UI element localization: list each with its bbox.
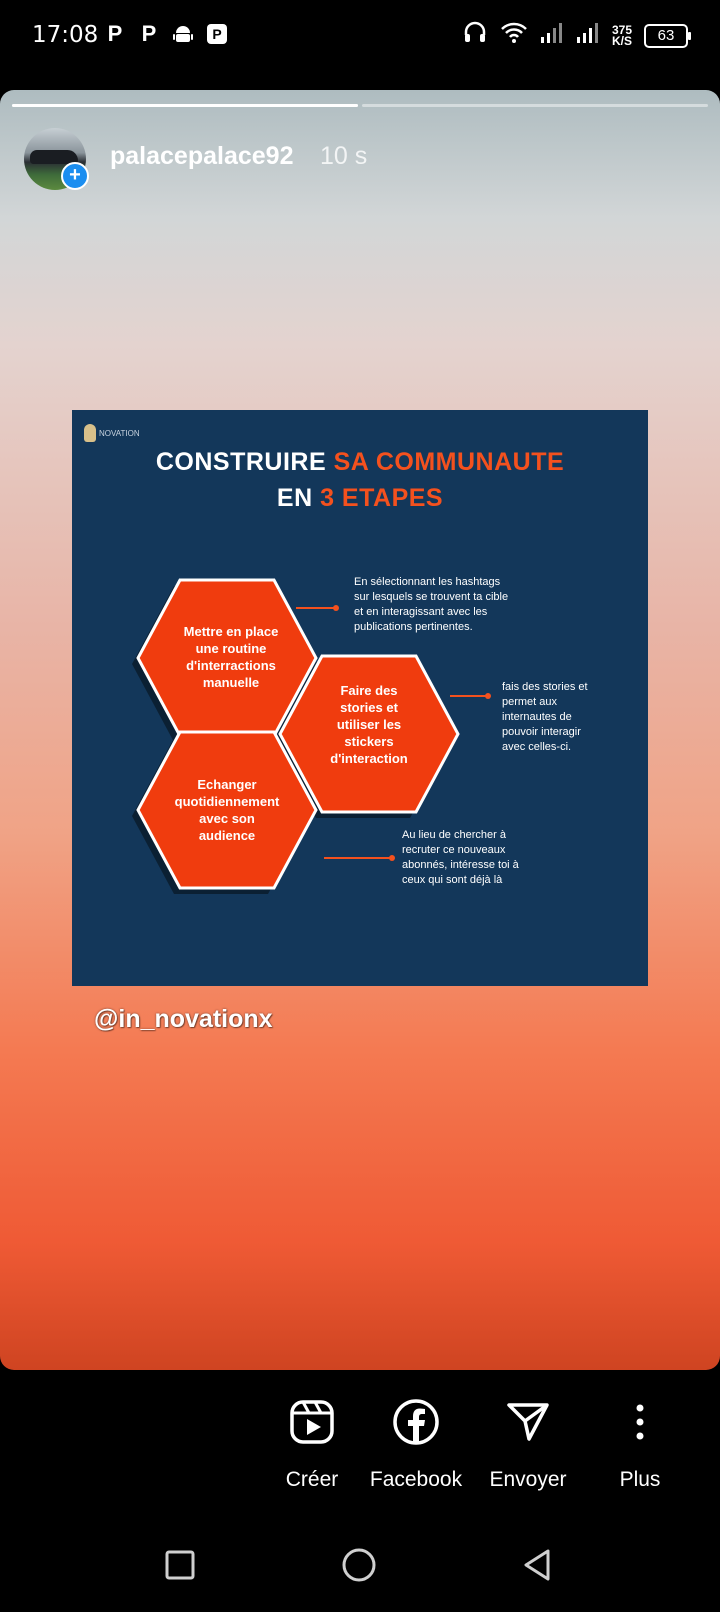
story-progress [12, 104, 708, 107]
battery-icon: 63 [644, 24, 688, 48]
step-1-label: Mettre en place une routine d'interractions manuelle [183, 624, 279, 690]
back-button[interactable] [512, 1540, 562, 1590]
facebook-button[interactable]: Facebook [361, 1392, 471, 1492]
notification-icons [104, 22, 228, 46]
step-2-description: fais des stories et permet aux internautes de pouvoir interagir avec celles-ci. [502, 681, 588, 753]
p-app-icon [206, 22, 228, 46]
headset-icon [462, 20, 488, 51]
brand-logo: NOVATION [84, 424, 140, 442]
system-nav-bar [0, 1520, 720, 1612]
infographic-title-line1: CONSTRUIRE SA COMMUNAUTE [155, 448, 565, 476]
infographic-image [72, 410, 648, 986]
circle-icon [341, 1547, 377, 1583]
recents-button[interactable] [155, 1540, 205, 1590]
progress-segment [362, 104, 708, 107]
status-right [462, 20, 688, 51]
share-bar [0, 1380, 720, 1510]
home-button[interactable] [334, 1540, 384, 1590]
p-app-icon: P [107, 21, 123, 46]
step-3-description: Au lieu de chercher à recruter ce nouveaux abonnés, intéresse toi à ceux qui sont déjà là [402, 829, 519, 886]
username[interactable]: palacepalace92 [110, 142, 294, 170]
p-app-icon: P [141, 21, 157, 46]
step-3-label: Echanger quotidiennement avec son audience [174, 777, 280, 843]
square-icon [164, 1549, 196, 1581]
infographic-title-line2: EN 3 ETAPES [276, 484, 444, 512]
network-speed: 375 K/S [611, 22, 632, 48]
send-icon [473, 1392, 583, 1452]
reels-icon [257, 1392, 367, 1452]
status-time: 17:08 [32, 22, 99, 48]
facebook-icon [361, 1392, 471, 1452]
android-icon [172, 22, 194, 46]
more-vertical-icon [585, 1392, 695, 1452]
create-button[interactable]: Créer [257, 1392, 367, 1492]
svg-text:P: P [212, 26, 222, 42]
signal-icon [540, 22, 564, 49]
progress-fill [12, 104, 358, 107]
step-1-description: En sélectionnant les hashtags sur lesquels se trouvent ta cible et en interagissant avec les publications pertinentes. [354, 576, 509, 633]
story-viewer[interactable] [0, 90, 720, 1370]
back-triangle-icon [521, 1548, 553, 1582]
story-time: 10 s [320, 142, 368, 170]
send-button[interactable]: Envoyer [473, 1392, 583, 1492]
wifi-icon [500, 21, 528, 50]
add-story-icon[interactable]: + [61, 162, 89, 190]
status-bar [0, 0, 720, 72]
progress-segment [12, 104, 358, 107]
mention-sticker[interactable]: @in_novationx [94, 1005, 273, 1033]
step-2-label: Faire des stories et utiliser les stickers d'interaction [330, 683, 408, 766]
signal-icon [576, 22, 600, 49]
more-button[interactable]: Plus [585, 1392, 695, 1492]
